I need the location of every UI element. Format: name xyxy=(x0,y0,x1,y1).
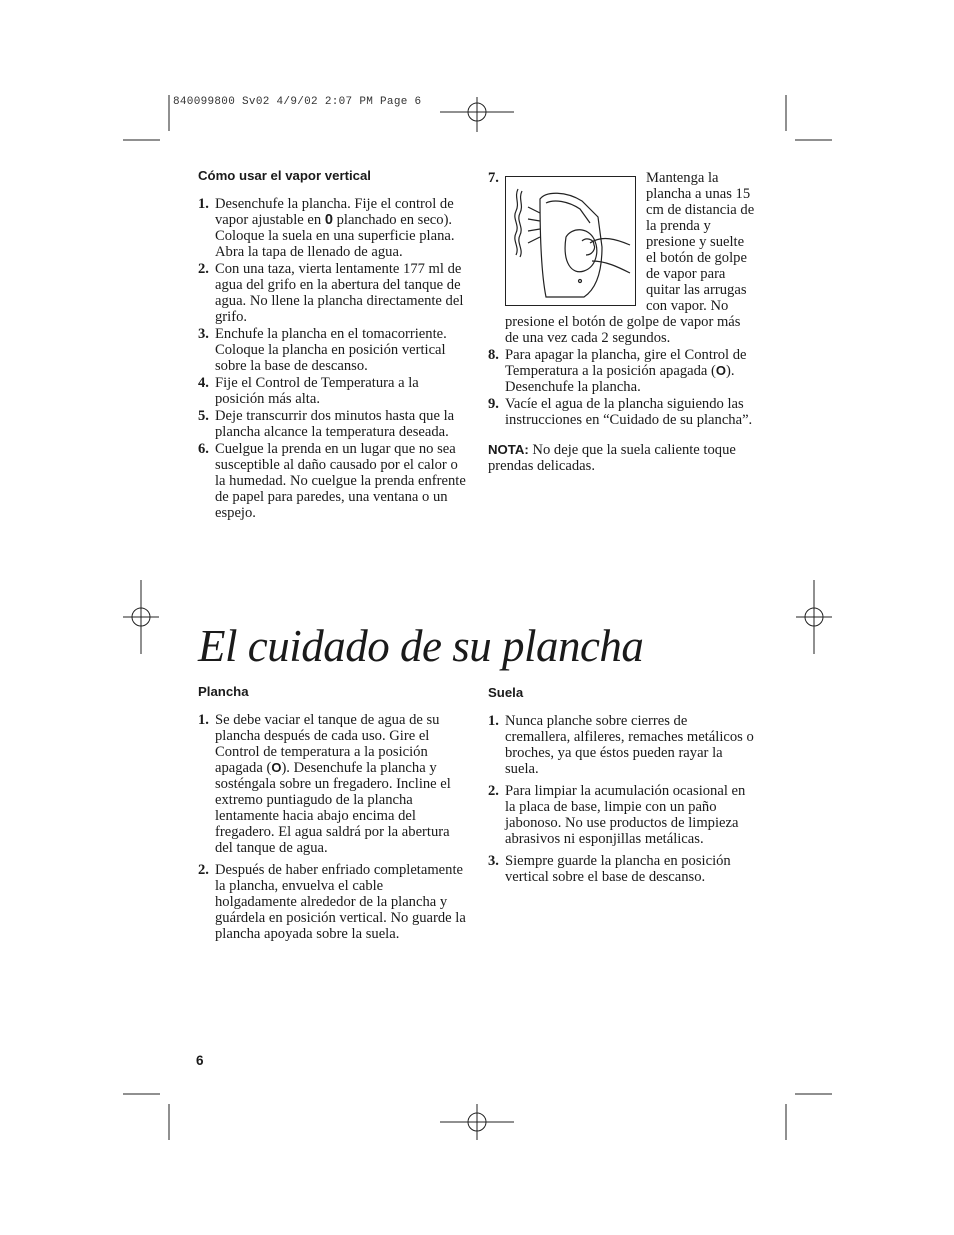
suela-heading: Suela xyxy=(488,685,524,700)
vapor-section-left xyxy=(198,168,468,522)
registration-mark-left xyxy=(123,580,159,654)
vapor-steps-list xyxy=(198,196,468,521)
suela-step-3: 3. Siempre guarde la plancha en posición vertical sobre el base de descanso. xyxy=(488,853,731,885)
page-title: El cuidado de su plancha xyxy=(198,621,644,671)
vapor-step-5: 5. Deje transcurrir dos minutos hasta que la plancha alcance la temperatura deseada. xyxy=(198,408,455,440)
vapor-step-3: 3. Enchufe la plancha en el tomacorriente. Coloque la plancha en posición vertical sobre la base de descanso. xyxy=(198,326,447,374)
vapor-steps-list-continued xyxy=(488,170,756,428)
vapor-step-9: 9. Vacíe el agua de la plancha siguiendo las instrucciones en “Cuidado de su plancha”. xyxy=(488,396,753,428)
steam-iron-icon xyxy=(506,177,635,305)
plancha-step-2: 2. Después de haber enfriado completamente la plancha, envuelva el cable holgadamente alrededor de la plancha y guárdela en posición vertical. No guarde la plancha apoyada sobre la suela. xyxy=(198,862,466,942)
plancha-step-1: 1. Se debe vaciar el tanque de agua de su plancha después de cada uso. Gire el Control de temperatura a la posición apagada (O). Desenchufe la plancha y sosténgala sobre un fregadero. Incline el extremo puntiagudo de la plancha lentamente hacia abajo encima del fregadero. El agua saldrá por la abertura del tanque de agua. xyxy=(198,712,451,856)
suela-section xyxy=(488,685,756,891)
vapor-step-8: 8. Para apagar la plancha, gire el Control de Temperatura a la posición apagada (O). Desenchufe la plancha. xyxy=(488,347,747,395)
plancha-section xyxy=(198,684,468,948)
vapor-section-right xyxy=(488,170,756,474)
registration-mark-right xyxy=(796,580,832,654)
plancha-steps-list xyxy=(198,712,468,942)
printer-slug: 840099800 Sv02 4/9/02 2:07 PM Page 6 xyxy=(173,96,422,108)
nota-note: NOTA: No deje que la suela caliente toque prendas delicadas. xyxy=(488,442,736,474)
vapor-step-2: 2. Con una taza, vierta lentamente 177 ml de agua del grifo en la abertura del tanque de agua. No llene la plancha directamente del grifo. xyxy=(198,261,464,325)
vapor-step-6: 6. Cuelgue la prenda en un lugar que no sea susceptible al daño causado por el calor o la humedad. No cuelgue la prenda enfrente de papel para paredes, una ventana o un espejo. xyxy=(198,441,466,521)
iron-illustration xyxy=(505,176,636,306)
registration-mark-bottom xyxy=(440,1104,514,1140)
page-number: 6 xyxy=(196,1053,204,1068)
suela-steps-list xyxy=(488,713,756,885)
registration-mark-top xyxy=(440,97,514,132)
vapor-heading: Cómo usar el vapor vertical xyxy=(198,168,371,183)
suela-step-1: 1. Nunca planche sobre cierres de cremallera, alfileres, remaches metálicos o broches, ya que éstos pueden rayar la suela. xyxy=(488,713,754,777)
vapor-step-4: 4. Fije el Control de Temperatura a la posición más alta. xyxy=(198,375,419,407)
suela-step-2: 2. Para limpiar la acumulación ocasional en la placa de base, limpie con un paño jabonoso. No use productos de limpieza abrasivos ni esponjillas metálicas. xyxy=(488,783,746,847)
plancha-heading: Plancha xyxy=(198,684,249,699)
vapor-step-7: 7. Mantenga la plancha a unas 15 cm de distancia de la prenda y presione y suelte el botón de golpe de vapor para quitar las arrugas con vapor. No presione el botón de golpe de vapor más de una vez cada 2 segundos. xyxy=(488,170,755,346)
vapor-step-1: 1. Desenchufe la plancha. Fije el control de vapor ajustable en 0 planchado en seco). Coloque la suela en una superficie plana. Abra la tapa de llenado de agua. xyxy=(198,196,455,260)
